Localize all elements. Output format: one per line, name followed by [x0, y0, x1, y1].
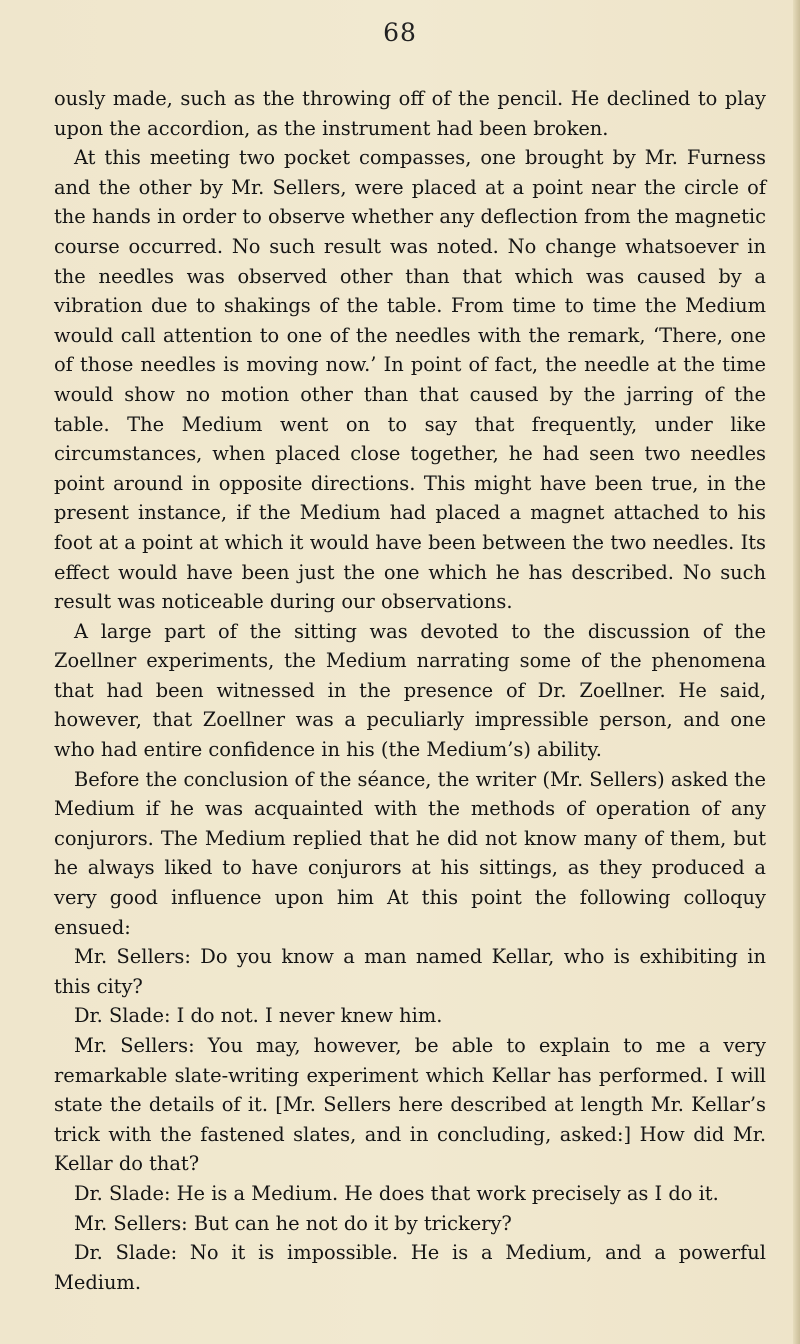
- body-text: [54, 84, 766, 1297]
- dialogue-paragraph: Mr. Sellers: You may, however, be able to explain to me a very remarkable slate-writing experiment which Kellar has performed. I will state the details of it. [Mr. Sellers here described at length Mr. Kellar’s trick with the fastened slates, and in concluding, asked:] How did Mr. Kellar do that?: [54, 1034, 766, 1176]
- dialogue-paragraph: Dr. Slade: No it is impossible. He is a Medium, and a powerful Medium.: [54, 1241, 766, 1294]
- paragraph: At this meeting two pocket compasses, one brought by Mr. Furness and the other by Mr. Sellers, were placed at a point near the circle of the hands in order to observe whether any deflection from the magnetic course occurred. No such result was noted. No change whatsoever in the needles was observed other than that which was caused by a vibration due to shakings of the table. From time to time the Medium would call attention to one of the needles with the remark, ‘There, one of those needles is moving now.’ In point of fact, the needle at the time would show no motion other than that caused by the jarring of the table. The Medium went on to say that frequently, under like circumstances, when placed close together, he had seen two needles point around in opposite directions. This might have been true, in the present instance, if the Medium had placed a magnet attached to his foot at a point at which it would have been between the two needles. Its effect would have been just the one which he has described. No such result was noticeable during our observations.: [54, 146, 766, 614]
- page-number: 68: [383, 18, 417, 47]
- paragraph: Before the conclusion of the séance, the writer (Mr. Sellers) asked the Medium if he was acquainted with the methods of operation of any conjurors. The Medium replied that he did not know many of them, but he always liked to have conjurors at his sittings, as they produced a very good influence upon him At this point the following colloquy ensued:: [54, 767, 766, 939]
- dialogue-paragraph: Mr. Sellers: Do you know a man named Kellar, who is exhibiting in this city?: [54, 945, 766, 998]
- dialogue-paragraph: Dr. Slade: I do not. I never knew him.: [74, 1004, 443, 1028]
- dialogue-paragraph: Dr. Slade: He is a Medium. He does that work precisely as I do it.: [74, 1181, 719, 1205]
- paragraph: A large part of the sitting was devoted to the discussion of the Zoellner experiments, the Medium narrating some of the phenomena that had been witnessed in the presence of Dr. Zoellner. He said, however, that Zoellner was a peculiarly impressible person, and one who had entire confidence in his (the Medium’s) ability.: [54, 619, 766, 762]
- page-edge: [793, 0, 800, 1344]
- dialogue-paragraph: Mr. Sellers: But can he not do it by trickery?: [74, 1211, 512, 1235]
- paragraph: ously made, such as the throwing off of the pencil. He declined to play upon the accordion, as the instrument had been broken.: [54, 87, 766, 140]
